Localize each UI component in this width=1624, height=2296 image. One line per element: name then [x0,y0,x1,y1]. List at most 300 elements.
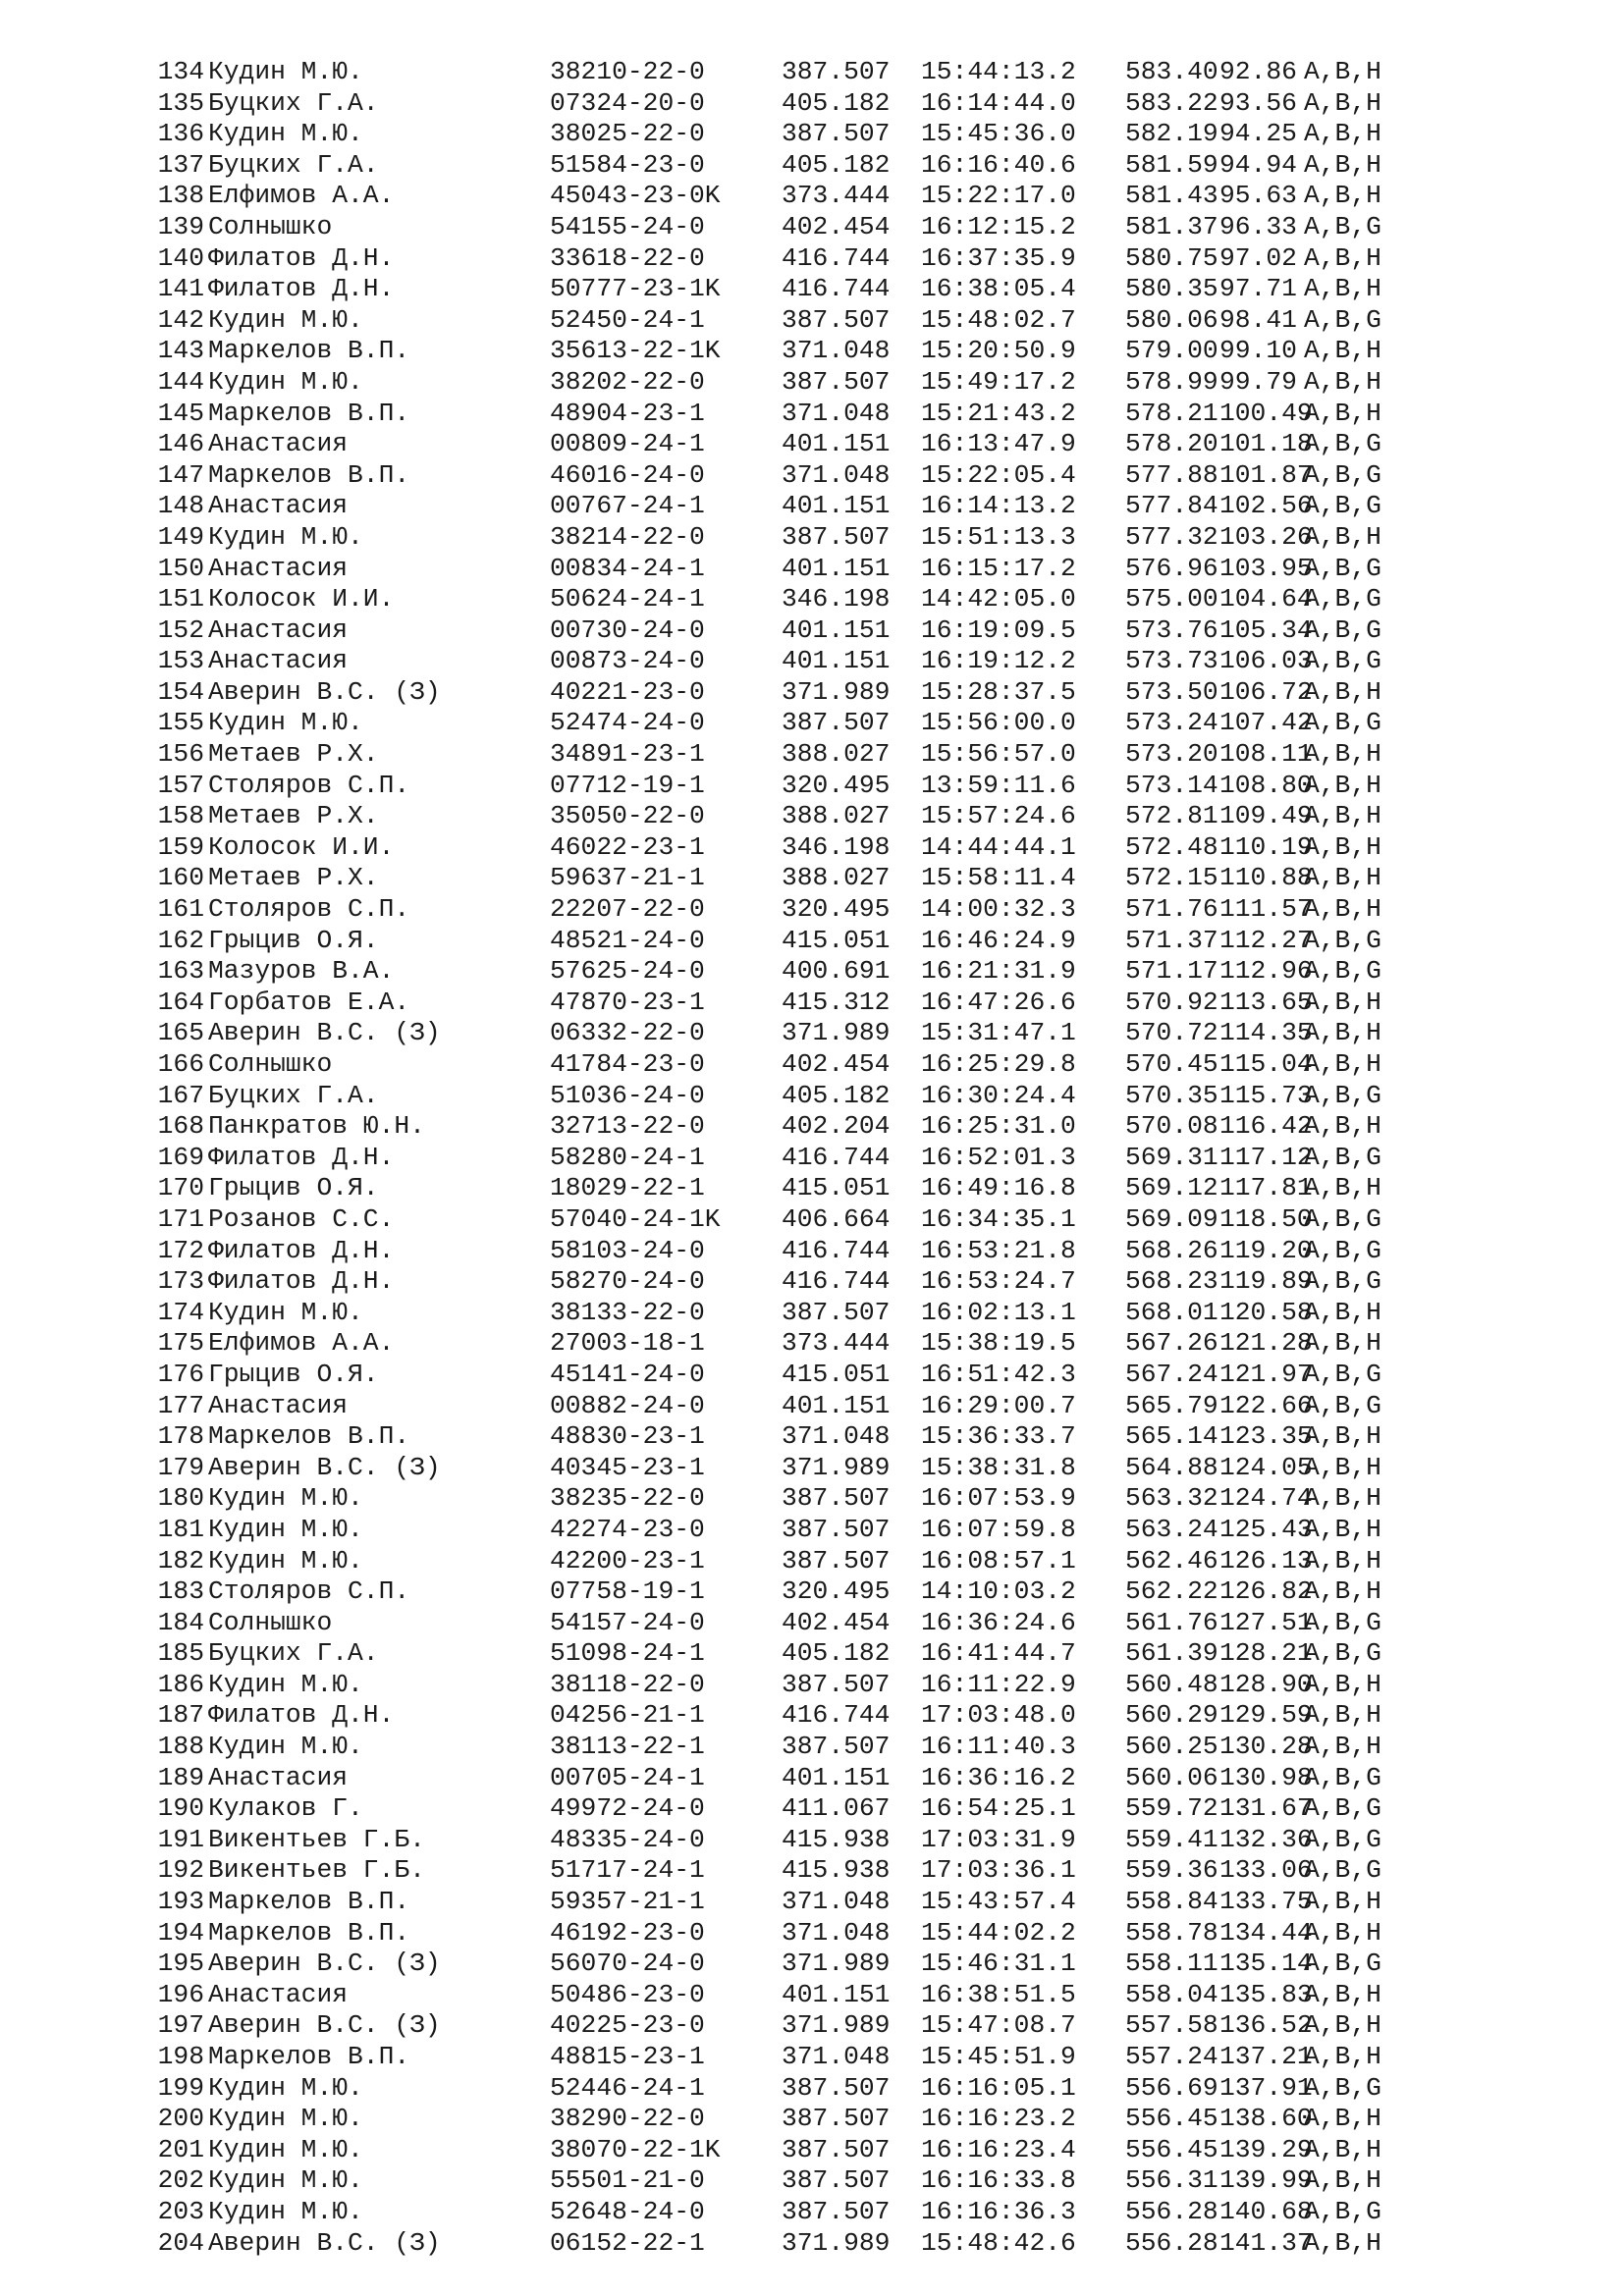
ring-number: 42274-23-0 [550,1514,705,1544]
table-row [141,305,1381,337]
table-row [141,1143,1381,1174]
coefficient: 119.20 [1219,1235,1313,1265]
fancier-name: Кудин М.Ю. [208,1483,363,1514]
fancier-name: Грыцив О.Я. [208,925,379,955]
coefficient: 117.81 [1219,1173,1313,1203]
flags: A,B,H [1304,274,1381,304]
arrival-time: 15:22:05.4 [921,459,1076,490]
place-number: 183 [157,1576,204,1607]
flags: A,B,H [1304,1917,1381,1948]
table-row [141,150,1381,182]
table-row [141,2197,1381,2228]
place-number: 199 [157,2072,204,2103]
flags: A,B,G [1304,429,1381,459]
fancier-name: Метаев Р.Х. [208,801,379,831]
coefficient: 134.44 [1219,1917,1313,1948]
speed: 583.22 [1125,87,1218,118]
coefficient: 130.28 [1219,1732,1313,1762]
distance: 415.312 [782,987,891,1017]
flags: A,B,G [1304,646,1381,676]
ring-number: 27003-18-1 [550,1328,705,1359]
ring-number: 45043-23-0K [550,181,721,211]
arrival-time: 16:38:05.4 [921,274,1076,304]
flags: A,B,H [1304,1421,1381,1452]
place-number: 144 [157,366,204,397]
speed: 563.24 [1125,1514,1218,1544]
speed: 570.08 [1125,1111,1218,1142]
ring-number: 51584-23-0 [550,149,705,180]
arrival-time: 15:48:42.6 [921,2227,1076,2258]
ring-number: 38118-22-0 [550,1669,705,1699]
fancier-name: Буцких Г.А. [208,1638,379,1669]
place-number: 179 [157,1452,204,1482]
arrival-time: 16:29:00.7 [921,1390,1076,1420]
fancier-name: Филатов Д.Н. [208,1235,395,1265]
place-number: 186 [157,1669,204,1699]
fancier-name: Солнышко [208,1049,333,1079]
fancier-name: Филатов Д.Н. [208,1142,395,1172]
coefficient: 95.63 [1219,181,1297,211]
flags: A,B,G [1304,1359,1381,1389]
ring-number: 38210-22-0 [550,57,705,86]
coefficient: 103.95 [1219,553,1313,583]
fancier-name: Розанов С.С. [208,1203,395,1234]
coefficient: 93.56 [1219,87,1297,118]
ring-number: 52446-24-1 [550,2072,705,2103]
coefficient: 94.94 [1219,149,1297,180]
place-number: 155 [157,708,204,738]
fancier-name: Аверин В.С. (З) [208,2227,441,2258]
place-number: 200 [157,2104,204,2134]
fancier-name: Буцких Г.А. [208,149,379,180]
fancier-name: Грыцив О.Я. [208,1173,379,1203]
arrival-time: 15:44:02.2 [921,1917,1076,1948]
place-number: 138 [157,181,204,211]
coefficient: 123.35 [1219,1421,1313,1452]
fancier-name: Кудин М.Ю. [208,2134,363,2164]
fancier-name: Кудин М.Ю. [208,304,363,335]
fancier-name: Аверин В.С. (З) [208,676,441,707]
coefficient: 126.82 [1219,1576,1313,1607]
table-row [141,1049,1381,1081]
coefficient: 108.80 [1219,770,1313,800]
speed: 557.24 [1125,2042,1218,2071]
place-number: 160 [157,863,204,893]
place-number: 136 [157,119,204,149]
coefficient: 98.41 [1219,304,1297,335]
speed: 561.76 [1125,1607,1218,1637]
coefficient: 121.28 [1219,1328,1313,1359]
coefficient: 138.60 [1219,2104,1313,2134]
speed: 581.43 [1125,181,1218,211]
flags: A,B,G [1304,304,1381,335]
distance: 371.048 [782,1917,891,1948]
table-row [141,1236,1381,1267]
place-number: 172 [157,1235,204,1265]
arrival-time: 16:37:35.9 [921,242,1076,273]
distance: 401.151 [782,1979,891,2009]
ring-number: 52648-24-0 [550,2196,705,2226]
speed: 573.24 [1125,708,1218,738]
coefficient: 124.05 [1219,1452,1313,1482]
distance: 371.989 [782,2010,891,2041]
speed: 580.75 [1125,242,1218,273]
arrival-time: 15:45:51.9 [921,2042,1076,2071]
ring-number: 46022-23-1 [550,831,705,862]
distance: 416.744 [782,1266,891,1297]
place-number: 198 [157,2042,204,2071]
flags: A,B,G [1304,1607,1381,1637]
table-row [141,863,1381,894]
speed: 570.35 [1125,1080,1218,1110]
table-row [141,181,1381,212]
speed: 560.25 [1125,1732,1218,1762]
arrival-time: 16:14:44.0 [921,87,1076,118]
coefficient: 119.89 [1219,1266,1313,1297]
table-row [141,1081,1381,1112]
speed: 563.32 [1125,1483,1218,1514]
speed: 560.06 [1125,1762,1218,1792]
table-row [141,1887,1381,1918]
coefficient: 92.86 [1219,57,1297,86]
fancier-name: Кулаков Г. [208,1793,363,1824]
flags: A,B,G [1304,1793,1381,1824]
fancier-name: Филатов Д.Н. [208,1266,395,1297]
distance: 387.507 [782,1297,891,1327]
arrival-time: 16:21:31.9 [921,956,1076,987]
ring-number: 07324-20-0 [550,87,705,118]
ring-number: 38202-22-0 [550,366,705,397]
coefficient: 135.14 [1219,1949,1313,1979]
table-row [141,1266,1381,1298]
arrival-time: 16:15:17.2 [921,553,1076,583]
speed: 559.41 [1125,1824,1218,1854]
ring-number: 04256-21-1 [550,1700,705,1731]
speed: 569.09 [1125,1203,1218,1234]
table-row [141,739,1381,771]
flags: A,B,G [1304,1949,1381,1979]
flags: A,B,H [1304,2227,1381,2258]
flags: A,B,H [1304,1297,1381,1327]
table-row [141,615,1381,647]
flags: A,B,H [1304,801,1381,831]
fancier-name: Маркелов В.П. [208,1887,410,1917]
speed: 570.92 [1125,987,1218,1017]
flags: A,B,H [1304,739,1381,770]
flags: A,B,G [1304,2072,1381,2103]
place-number: 175 [157,1328,204,1359]
fancier-name: Кудин М.Ю. [208,2196,363,2226]
table-row [141,2228,1381,2260]
table-row [141,708,1381,739]
distance: 320.495 [782,770,891,800]
fancier-name: Кудин М.Ю. [208,57,363,86]
ring-number: 38290-22-0 [550,2104,705,2134]
distance: 401.151 [782,491,891,521]
distance: 371.048 [782,1887,891,1917]
table-row [141,646,1381,677]
ring-number: 00730-24-0 [550,614,705,645]
table-row [141,1576,1381,1608]
coefficient: 137.91 [1219,2072,1313,2103]
distance: 416.744 [782,242,891,273]
speed: 581.37 [1125,211,1218,241]
table-row [141,1608,1381,1639]
arrival-time: 15:58:11.4 [921,863,1076,893]
speed: 571.76 [1125,894,1218,925]
arrival-time: 16:36:16.2 [921,1762,1076,1792]
table-row [141,584,1381,615]
flags: A,B,H [1304,2165,1381,2196]
speed: 572.48 [1125,831,1218,862]
speed: 560.29 [1125,1700,1218,1731]
distance: 415.051 [782,1173,891,1203]
ring-number: 40221-23-0 [550,676,705,707]
table-row [141,771,1381,802]
coefficient: 106.72 [1219,676,1313,707]
flags: A,B,G [1304,614,1381,645]
speed: 571.37 [1125,925,1218,955]
speed: 556.28 [1125,2196,1218,2226]
distance: 402.454 [782,1607,891,1637]
arrival-time: 16:07:59.8 [921,1514,1076,1544]
table-row [141,2073,1381,2105]
flags: A,B,H [1304,1669,1381,1699]
flags: A,B,G [1304,584,1381,614]
speed: 569.12 [1125,1173,1218,1203]
arrival-time: 15:31:47.1 [921,1018,1076,1048]
place-number: 151 [157,584,204,614]
place-number: 156 [157,739,204,770]
coefficient: 110.88 [1219,863,1313,893]
ring-number: 38025-22-0 [550,119,705,149]
coefficient: 96.33 [1219,211,1297,241]
distance: 405.182 [782,149,891,180]
ring-number: 33618-22-0 [550,242,705,273]
place-number: 159 [157,831,204,862]
flags: A,B,G [1304,1390,1381,1420]
distance: 371.989 [782,1452,891,1482]
flags: A,B,G [1304,211,1381,241]
arrival-time: 14:00:32.3 [921,894,1076,925]
place-number: 170 [157,1173,204,1203]
place-number: 177 [157,1390,204,1420]
distance: 401.151 [782,429,891,459]
ring-number: 00873-24-0 [550,646,705,676]
speed: 569.31 [1125,1142,1218,1172]
ring-number: 48815-23-1 [550,2042,705,2071]
ring-number: 58103-24-0 [550,1235,705,1265]
flags: A,B,H [1304,181,1381,211]
speed: 558.78 [1125,1917,1218,1948]
flags: A,B,H [1304,1111,1381,1142]
coefficient: 110.19 [1219,831,1313,862]
ring-number: 38113-22-1 [550,1732,705,1762]
flags: A,B,H [1304,1483,1381,1514]
ring-number: 06152-22-1 [550,2227,705,2258]
table-row [141,522,1381,554]
ring-number: 18029-22-1 [550,1173,705,1203]
arrival-time: 15:51:13.3 [921,521,1076,552]
arrival-time: 17:03:48.0 [921,1700,1076,1731]
place-number: 135 [157,87,204,118]
ring-number: 06332-22-0 [550,1018,705,1048]
fancier-name: Елфимов А.А. [208,1328,395,1359]
place-number: 163 [157,956,204,987]
distance: 346.198 [782,584,891,614]
speed: 568.01 [1125,1297,1218,1327]
ring-number: 38214-22-0 [550,521,705,552]
distance: 387.507 [782,708,891,738]
distance: 387.507 [782,119,891,149]
fancier-name: Маркелов В.П. [208,1421,410,1452]
table-row [141,1515,1381,1546]
distance: 371.048 [782,2042,891,2071]
ring-number: 59357-21-1 [550,1887,705,1917]
ring-number: 46192-23-0 [550,1917,705,1948]
fancier-name: Метаев Р.Х. [208,739,379,770]
flags: A,B,H [1304,521,1381,552]
table-row [141,212,1381,243]
flags: A,B,H [1304,987,1381,1017]
table-row [141,554,1381,585]
table-row [141,2104,1381,2135]
place-number: 165 [157,1018,204,1048]
arrival-time: 15:46:31.1 [921,1949,1076,1979]
place-number: 181 [157,1514,204,1544]
coefficient: 112.27 [1219,925,1313,955]
fancier-name: Кудин М.Ю. [208,708,363,738]
coefficient: 139.99 [1219,2165,1313,2196]
flags: A,B,H [1304,1514,1381,1544]
speed: 556.45 [1125,2104,1218,2134]
arrival-time: 15:43:57.4 [921,1887,1076,1917]
flags: A,B,H [1304,1545,1381,1575]
flags: A,B,G [1304,491,1381,521]
arrival-time: 17:03:36.1 [921,1855,1076,1886]
place-number: 171 [157,1203,204,1234]
arrival-time: 16:11:40.3 [921,1732,1076,1762]
flags: A,B,G [1304,1266,1381,1297]
place-number: 189 [157,1762,204,1792]
speed: 562.22 [1125,1576,1218,1607]
ring-number: 58280-24-1 [550,1142,705,1172]
distance: 387.507 [782,1514,891,1544]
flags: A,B,G [1304,1638,1381,1669]
distance: 402.204 [782,1111,891,1142]
coefficient: 101.18 [1219,429,1313,459]
coefficient: 132.36 [1219,1824,1313,1854]
arrival-time: 13:59:11.6 [921,770,1076,800]
place-number: 204 [157,2227,204,2258]
place-number: 139 [157,211,204,241]
ring-number: 34891-23-1 [550,739,705,770]
fancier-name: Метаев Р.Х. [208,863,379,893]
place-number: 203 [157,2196,204,2226]
speed: 557.58 [1125,2010,1218,2041]
speed: 576.96 [1125,553,1218,583]
distance: 371.989 [782,1018,891,1048]
arrival-time: 15:48:02.7 [921,304,1076,335]
table-row [141,1328,1381,1360]
coefficient: 130.98 [1219,1762,1313,1792]
arrival-time: 15:38:19.5 [921,1328,1076,1359]
flags: A,B,G [1304,2196,1381,2226]
flags: A,B,H [1304,831,1381,862]
place-number: 187 [157,1700,204,1731]
speed: 577.88 [1125,459,1218,490]
distance: 387.507 [782,1732,891,1762]
ring-number: 00705-24-1 [550,1762,705,1792]
ring-number: 52450-24-1 [550,304,705,335]
place-number: 194 [157,1917,204,1948]
fancier-name: Анастасия [208,429,349,459]
arrival-time: 15:38:31.8 [921,1452,1076,1482]
flags: A,B,H [1304,87,1381,118]
fancier-name: Панкратов Ю.Н. [208,1111,425,1142]
ring-number: 45141-24-0 [550,1359,705,1389]
flags: A,B,G [1304,956,1381,987]
ring-number: 42200-23-1 [550,1545,705,1575]
ring-number: 40345-23-1 [550,1452,705,1482]
coefficient: 112.96 [1219,956,1313,987]
flags: A,B,G [1304,459,1381,490]
arrival-time: 16:25:31.0 [921,1111,1076,1142]
place-number: 161 [157,894,204,925]
flags: A,B,H [1304,57,1381,86]
flags: A,B,H [1304,242,1381,273]
place-number: 146 [157,429,204,459]
speed: 573.73 [1125,646,1218,676]
speed: 565.79 [1125,1390,1218,1420]
place-number: 164 [157,987,204,1017]
arrival-time: 15:28:37.5 [921,676,1076,707]
fancier-name: Маркелов В.П. [208,2042,410,2071]
fancier-name: Мазуров В.А. [208,956,395,987]
arrival-time: 17:03:31.9 [921,1824,1076,1854]
distance: 320.495 [782,894,891,925]
table-row [141,1173,1381,1204]
flags: A,B,H [1304,1049,1381,1079]
place-number: 174 [157,1297,204,1327]
fancier-name: Маркелов В.П. [208,336,410,366]
speed: 570.45 [1125,1049,1218,1079]
table-row [141,1391,1381,1422]
arrival-time: 16:49:16.8 [921,1173,1076,1203]
distance: 402.454 [782,211,891,241]
coefficient: 140.68 [1219,2196,1313,2226]
fancier-name: Аверин В.С. (З) [208,1949,441,1979]
speed: 561.39 [1125,1638,1218,1669]
table-row [141,1793,1381,1825]
coefficient: 128.21 [1219,1638,1313,1669]
coefficient: 99.79 [1219,366,1297,397]
table-row [141,491,1381,522]
ring-number: 54157-24-0 [550,1607,705,1637]
ring-number: 51036-24-0 [550,1080,705,1110]
flags: A,B,H [1304,1887,1381,1917]
flags: A,B,G [1304,925,1381,955]
coefficient: 106.03 [1219,646,1313,676]
coefficient: 97.02 [1219,242,1297,273]
table-row [141,119,1381,150]
place-number: 184 [157,1607,204,1637]
arrival-time: 16:16:23.2 [921,2104,1076,2134]
arrival-time: 16:07:53.9 [921,1483,1076,1514]
arrival-time: 15:20:50.9 [921,336,1076,366]
place-number: 193 [157,1887,204,1917]
fancier-name: Столяров С.П. [208,894,410,925]
